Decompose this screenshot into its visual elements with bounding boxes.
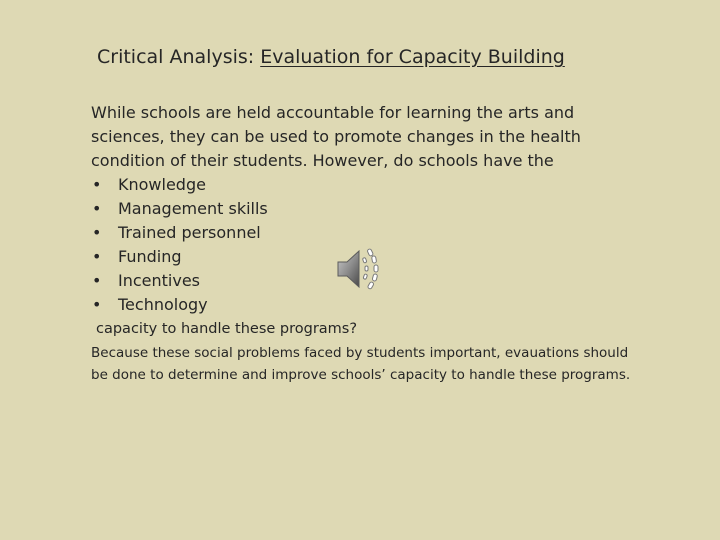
list-item-label: Management skills — [118, 199, 268, 218]
title-underlined: Evaluation for Capacity Building — [260, 46, 565, 68]
bullet-dot: • — [92, 271, 102, 290]
slide-title — [97, 46, 565, 68]
speaker-icon — [334, 244, 390, 294]
list-item-label: Technology — [118, 295, 208, 314]
list-item-label: Trained personnel — [118, 223, 261, 242]
bullet-dot: • — [92, 223, 102, 242]
body-text — [91, 101, 631, 341]
list-item — [91, 173, 631, 197]
closing-line: capacity to handle these programs? — [96, 321, 358, 337]
list-item-label: Incentives — [118, 271, 201, 290]
bullet-dot: • — [92, 199, 102, 218]
bullet-dot: • — [92, 247, 102, 266]
list-item — [91, 221, 631, 245]
list-item-label: Funding — [118, 247, 182, 266]
audio-speaker-button[interactable] — [334, 244, 390, 294]
intro-paragraph: While schools are held accountable for learning the arts and sciences, they can be used to promote changes in the health condition of their students. However, do schools have the — [91, 103, 581, 170]
bullet-dot: • — [92, 175, 102, 194]
note-paragraph: Because these social problems faced by students important, evauations should be done to determine and improve schools’ capacity to handle these programs. — [91, 345, 631, 383]
title-prefix: Critical Analysis: — [97, 46, 261, 68]
list-item-label: Knowledge — [118, 175, 206, 194]
list-item — [91, 197, 631, 221]
list-item — [91, 293, 631, 317]
bullet-dot: • — [92, 295, 102, 314]
